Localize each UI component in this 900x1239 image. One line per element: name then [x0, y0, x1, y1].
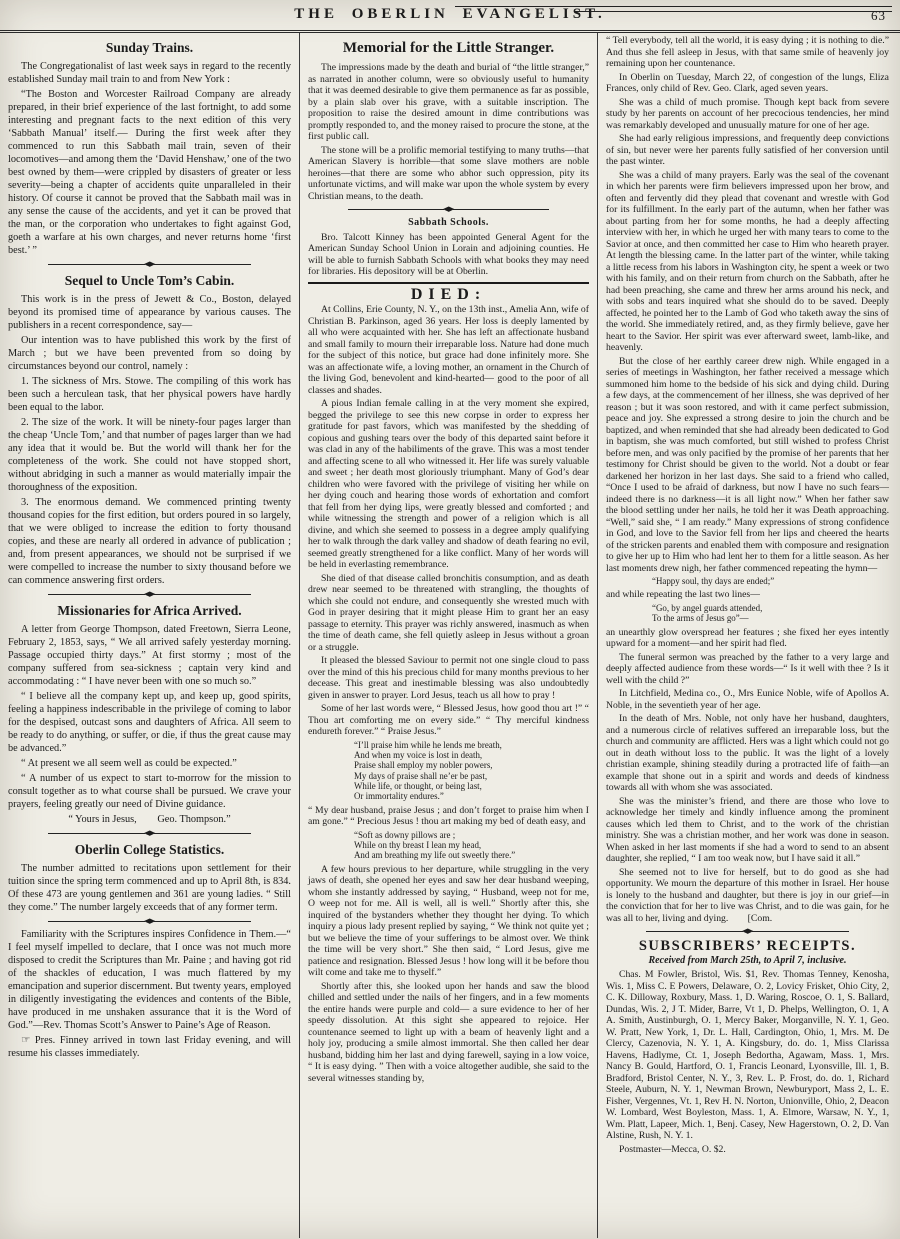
block-para-flush: an unearthly glow overspread her features ; she fixed her eyes intently upward for a moment—and her spirit had fled.	[606, 626, 889, 650]
block-para: In the death of Mrs. Noble, not only have her husband, daughters, and a numerous circle of relatives suffered an irreparable loss, but the church and community are afflicted. Hers was a light which could not go out in death without loss to the public. It was the light of a lovely christian example, shining steadily during a protracted life of faith—an example that shone out in a spirit and words and deeds of kindness towards all with whom she was associated.	[606, 713, 889, 794]
article-title-oberlin-college-statistics: Oberlin College Statistics.	[74, 842, 225, 857]
block-verse	[354, 740, 589, 802]
block-para: The number admitted to recitations upon settlement for their tuition since the spring term commenced and up to April 8th, is 834. Of these 473 are young gentlemen and 361 are young ladies. “ Still they come.” The number largely exceeds that of any former term.	[8, 863, 291, 913]
block-para: The funeral sermon was preached by the father to a very large and deeply affected audience from these words—“ Is it well with thee ? Is it well with the child ?”	[606, 651, 889, 686]
block-para: In Litchfield, Medina co., O., Mrs Eunice Noble, wife of Apollos A. Noble, in the seventieth year of her age.	[606, 688, 889, 711]
block-divider	[646, 928, 849, 935]
block-para-flush: and while repeating the last two lines—	[606, 589, 760, 601]
block-para: Some of her last words were, “ Blessed Jesus, how good thou art !” “ Thou art comforting me on every side.” “ Thy merciful kindness endureth forever.” “ Praise Jesus.”	[308, 703, 589, 737]
block-para: 3. The enormous demand. We commenced printing twenty thousand copies for the first edition, but orders poured in so largely, that we were obliged to increase the edition to forty thousand copies, and these are nearly all ordered in advance of publication ; and, from present appearances, we should not be surprised if we were compelled to increase the number to sixty thousand before we can commence answering first orders.	[8, 497, 291, 586]
divider-ornament-icon: ◆	[442, 205, 455, 213]
page-number: 63	[871, 8, 886, 23]
block-para: Familiarity with the Scriptures inspires Confidence in Them.—“ I feel myself impelled to declare, that I once was not much more disposed to credit the Scriptures than Mr. Paine ; and having got rid of the shackles of education, I was much flattered by my emancipation and superior discernment. But twenty years, employed in diligently investigating the evidences and contents of the Bible, have produced in me unshaken assurance that it is the Word of God.”—Rev. Thomas Scott’s Answer to Paine’s Age of Reason.	[8, 929, 291, 1031]
divider-ornament-icon: ◆	[143, 260, 156, 268]
block-para: Postmaster—Mecca, O. $2.	[619, 1143, 726, 1155]
block-verse	[354, 830, 589, 861]
block-signature: “ Yours in Jesus, Geo. Thompson.”	[68, 814, 231, 825]
block-para: A pious Indian female calling in at the very moment she expired, begged the privilege to see this new corpse in order to express her gratitude for past favors, which was manifested by the shedding of copious and gushing tears over the body of this departed saint before it was clad in any of the habiliments of the grave. This was a most tender and affecting scene to all who witnessed it. Her life was surely valuable and sweet ; her death most gloriously triumphant. Many of God’s dear children who were favored with the privilege of visiting her while on her dying couch and hearing those words of exhortation and comfort that fell from her dying lips, were greatly blessed and comforted ; and while witnessing the strength and power of a religion which is all divine, and which she seemed to possess in a degree amply qualifying her to walk through the dark valley and shadow of death fearing no evil, seemed greatly strengthened for a like conflict. Many of her words will be held in everlasting remembrance.	[308, 398, 589, 570]
block-para: She died of that disease called bronchitis consumption, and as death drew near seemed to be threatened with strangling, the thoughts of which she could not endure, and consequently she wrested much with God in prayer desiring that it might please Him to grant her an easy passage to eternity. This prayer was richly answered, inasmuch as when the time of death came, she fell quietly asleep in Jesus without a groan or a struggle.	[308, 572, 589, 653]
block-para: A letter from George Thompson, dated Freetown, Sierra Leone, February 2, 1853, says, “ We all arrived safely yesterday morning. Passage occupied thirty days.” At first stormy ; most of the company suffered from sea-sickness ; captain very kind and accommodating : “ I have never been with one so much so.”	[8, 624, 291, 687]
article-title-missionaries-africa: Missionaries for Africa Arrived.	[57, 603, 242, 618]
section-title-died: DIED:	[410, 285, 487, 303]
block-para: Chas. M Fowler, Bristol, Wis. $1, Rev. Thomas Tenney, Kenosha, Wis. 1, Miss C. E Powers, Delaware, O. 2, Lovicy Frisket, Ohio City, 2, C. K. Dilloway, Roxbury, Mass. 1, D. Waring, Roscoe, O. 1, S. Ballard, Dundas, Wis. 2, J T. Mider, Barre, Vt 1, D. Phelps, Wellington, O. 1, A A. Smith, Austinburgh, O. 1, Mercy Baker, Morganville, N. Y. 1, Geo. W. Pratt, New York, 1, Dr. L. Hall, Cardington, Ohio, 1, Mrs. M. De Clercy, Cazenovia, N. Y. 1, A. Kingsbury, do. do. 1, Miss Clarissa Havens, Hadlyme, Ct. 1, Joseph Bedortha, Agawam, Mass. 1, Mrs. Nancy B. Gould, Hartford, O. 1, Francis Leonard, Lyonsville, Ill. 1, B. Bradford, Bristol Center, N. Y., 3, Rev. L. P. Frost, do. do. 1, Richard Steele, Auburn, N. Y. 1, Newman Brown, Newburyport, Mass 2, L. E. Fisher, Vergennes, Vt. 1, Rev H. N. Norton, Unionville, Ohio, 2, Deacon W. Lombard, West Boyleston, Mass. 1, A. Elmore, Warsaw, N. Y., 1, Wm. Platt, Lapeer, Mich. 1, Benj. Casey, New Hagerstown, O. 2, D. Van Alstine, Rush, N. Y. 1.	[606, 969, 889, 1142]
verse-line: And when my voice is lost in death,	[354, 749, 483, 760]
verse-line: “I’ll praise him while he lends me breath,	[354, 739, 502, 750]
block-para: She had early religious impressions, and frequently deep convictions of sin, but never were her parents fully satisfied of her conversion until the past winter.	[606, 133, 889, 167]
page-header	[0, 0, 900, 30]
divider-ornament-icon: ◆	[143, 917, 156, 925]
columns-container	[0, 30, 900, 1238]
block-para: Shortly after this, she looked upon her hands and saw the blood chilled and settled under the nails of her fingers, and in a few moments the entire hands were purple and cold— a sure evidence to her of her speedy dissolution. At this sight she appeared to rejoice. Her countenance seemed to light up with a beam of heavenly light and a holy joy, producing a smile almost immortal. She then called her dear husband, bidding him her last and dying farewell, saying in a low voice, “ It is easy dying. ” Then with a voice altogether audible, she said to the several witnesses standing by,	[308, 980, 589, 1084]
block-para: Our intention was to have published this work by the first of March ; but we have been prevented from so doing by circumstances beyond our control, namely :	[8, 335, 291, 372]
divider-ornament-icon: ◆	[143, 590, 156, 598]
block-para: This work is in the press of Jewett & Co., Boston, delayed beyond its promised time of appearance by various causes. The publishers in a recent correspondence, say—	[8, 294, 291, 331]
block-para: A few hours previous to her departure, while struggling in the very jaws of death, she opened her eyes and saw her dear husband weeping, whom she instantly addressed by saying, “ Husband, weep not for me, O weep not for me. All is well, all is well.” Shortly after this, she inquired of the bystanders whether they thought her dying. To which inquiry a pious lady present replied by saying, “ We think not quite yet ; but we believe the time of your sufferings to be almost over. We think the time will be very short.” She then said, “ Lord Jesus, give me patience and resignation. Blessed Jesus ! how long will it be before thou wilt come and take me to thyself.”	[308, 863, 589, 979]
article-title-sunday-trains: Sunday Trains.	[105, 40, 194, 55]
article-title-sabbath-schools: Sabbath Schools.	[408, 217, 489, 228]
verse-line: While life, or thought, or being last,	[354, 780, 482, 791]
verse-line: And am breathing my life out sweetly there.”	[354, 850, 516, 861]
block-divider	[48, 591, 251, 598]
verse-line: My days of praise shall ne’er be past,	[354, 770, 488, 781]
block-para: The impressions made by the death and burial of “the little stranger,” as narrated in another column, were so obviously useful to humanity that it was deemed desirable to give them permanence as far as possible, by a plain slab over his grave, with a suitable inscription. The proposition to raise the desired amount in dime contributions was promptly responded to, and the money raised to procure the stone, at the first public call.	[308, 62, 589, 142]
column-middle	[299, 33, 597, 1238]
block-verse	[652, 603, 889, 624]
block-para: She was the minister’s friend, and there are those who love to acknowledge her timely and kindly influence among the prominent causes which led them to Christ, and to the work of the christian ministry. She was a christian mother, and her work was done in season. When asked in her last moments if she had a word to send to an absent daughter, she replied, “ I am too weak now, but I have said it all.”	[606, 795, 889, 865]
section-title-subscribers-receipts: SUBSCRIBERS’ RECEIPTS.	[638, 938, 857, 955]
block-receipts-sub: Received from March 25th, to April 7, inclusive.	[648, 954, 847, 966]
block-divider	[48, 918, 251, 925]
verse-line: Or immortality endures.”	[354, 791, 444, 802]
masthead-title: THE OBERLIN EVANGELIST.	[294, 6, 606, 22]
block-para: The Congregationalist of last week says in regard to the recently established Sunday mail train to and from New York :	[8, 61, 291, 85]
block-para-flush: “ Tell everybody, tell all the world, it is easy dying ; it is nothing to die.” And thus she fell asleep in Jesus, with that same smile of heavenly joy remaining upon her countenance.	[606, 35, 889, 69]
block-para: 2. The size of the work. It will be ninety-four pages larger than the cheap ‘Uncle Tom,’ and that number of pages larger than we had any idea that it would be. But the world will thank her for the completeness of the work. She could not have stopped short, without abridging in such a manner as would materially impair the thoroughness of the exposition.	[8, 417, 291, 493]
verse-line: “Soft as downy pillows are ;	[354, 829, 456, 840]
block-para: “The Boston and Worcester Railroad Company are already prepared, in their brief experience of the last fortnight, to add some interesting and pregnant facts to the next edition of this very ‘Sabbath Manual’ itself.— During the first week after they commenced to run this Sabbath mail train, seven of their locomotives—and among them the ‘David Henshaw,’ one of the two best owned by them—were crippled by disasters of greater or less severity—being a chapter of accidents quite unparalleled in their history. Of course it cannot be proved that the Sabbath mail was in any sense the cause of the accidents, and yet it can be proved that the man, or the corporation who undertakes to fight against God, goeth a warfare at his own charges, and never returns home ‘first best.’ ”	[8, 89, 291, 256]
block-para: She seemed not to live for herself, but to do good as she had opportunity. We mourn the departure of this mother in Israel. Her house is lonely to the husband and daughter, but there is joy in our grief—in the conviction that for her to live was Christ, and to die was gain, for he was all to her, living and dying. [Com.	[606, 866, 889, 924]
verse-line: “Happy soul, thy days are ended;”	[652, 576, 775, 586]
verse-line: While on thy breast I lean my head,	[354, 839, 482, 850]
block-para-flush: “ My dear husband, praise Jesus ; and don’t forget to praise him when I am gone.” “ Precious Jesus ! thou art making my bed of death easy, and	[308, 804, 589, 828]
block-verse	[652, 576, 889, 586]
block-rule	[308, 282, 589, 284]
column-left	[0, 33, 299, 1238]
article-title-memorial-little-stranger: Memorial for the Little Stranger.	[342, 40, 555, 56]
divider-ornament-icon: ◆	[741, 927, 754, 936]
block-para: “ I believe all the company kept up, and keep up, good spirits, feeling a happiness indescribable in the privilege of coming to labor for the despised, outcast sons and daughters of Africa. All seem to be ready to do anything, or suffer, or die, if thus the great cause may be advanced.”	[8, 691, 291, 754]
block-para: She was a child of much promise. Though kept back from severe study by her parents on account of her precocious tendencies, her mind was remarkably developed and unusually mature for one of her age.	[606, 96, 889, 131]
block-para: But the close of her earthly career drew nigh. While engaged in a series of meetings in Washington, her father received a message which summoned him home to the bedside of his sick and dying child. During a few days, at the commencement of her illness, she was deprived of her reason ; but it was soon restored, and with it came perfect submission, peace and joy. She expressed a strong desire to join the church and be baptized, and when reminded that she had already been dedicated to God in baptism, she was much comforted, but still wished to profess Christ before men, and was only pacified by the promise of her parents that her testimony for Christ should be given to the world. Not a doubt or fear darkened her horizon in her last days. She said to a friend who called, “Once I used to be afraid of darkness, but now I have no such fears—indeed there is no darkness—it is all light now.” When her father saw the blood settling under her nails, he told her it was Death approaching. “Well,” said she, “ I am ready.” Many expressions of strong confidence in God, and love to the Savior fell from her lips and cheered the hearts of the stricken parents and enabled them with composure and resignation to give her up to Him who had lent her to them for a little season. As her last moments drew nigh, her father commenced repeating the hymn—	[606, 355, 890, 574]
verse-line: Praise shall employ my nobler powers,	[354, 760, 493, 771]
block-para: She was a child of many prayers. Early was the seal of the covenant in which her parents were firm believers impressed upon her brow, and often and fervently did they plead that covenant and wrestle with God for its fulfillment. In the early part of the autumn, when her father was about parting from her for some months, he had a deeply affecting interview with her, in which he urged her with many tears to come to the Savior at once, and then committed her case to Him who heareth prayer. At length the blessing came. In the latter part of the winter, while taking a little recess from his labors in Washington city, he spent a week or two with his family, and on their return from church on the Sabbath, after he had been preaching, she came and threw her arms around his neck, and with sobs and tears inquired what she should do to be saved. Deeply affected, he pointed her to the Lamb of God who taketh away the sins of the world. She immediately retired, and, as they firmly believe, gave her heart to the Savior. Her spirit was ever afterward sweet, lamb-like, and heavenly.	[606, 169, 889, 353]
block-divider	[48, 830, 251, 837]
block-para: At Collins, Erie County, N. Y., on the 13th inst., Amelia Ann, wife of Christian B. Parkinson, aged 36 years. Her loss is deeply lamented by all who were acquainted with her. She has left an affectionate husband and small family to mourn their irreparable loss. Nature had done much for the subject of this notice, but grace had done infinitely more. She was an affectionate wife, a loving mother, an ornament in the Church of the living God, benevolent and kind-hearted— good to the poor of all classes and shades.	[308, 304, 589, 396]
block-divider	[348, 206, 549, 213]
block-para: “ A number of us expect to start to-morrow for the mission to consult together as to what course shall be pursued. We crave your prayers, feeling greatly our need of Divine guidance.	[8, 773, 291, 810]
article-title-sequel-uncle-toms-cabin: Sequel to Uncle Tom’s Cabin.	[64, 273, 235, 288]
block-para: It pleased the blessed Saviour to permit not one single cloud to pass over the mind of this his precious child for many months previous to her decease. This great and inestimable blessing was also undoubtedly given in answer to prayer. Lord Jesus, teach us all how to pray !	[308, 655, 589, 701]
block-para: “ At present we all seem well as could be expected.”	[21, 758, 237, 769]
verse-line: “Go, by angel guards attended,	[652, 602, 763, 613]
column-right	[597, 33, 897, 1238]
divider-ornament-icon: ◆	[143, 829, 156, 837]
block-para: Bro. Talcott Kinney has been appointed General Agent for the American Sunday School Union in Lorain and adjoining counties. He will be able to furnish Sabbath Schools with what books they may need for libraries. His depository will be at Oberlin.	[308, 231, 589, 277]
block-para: 1. The sickness of Mrs. Stowe. The compiling of this work has been such a herculean task, that her physical powers have hardly been equal to the labor.	[8, 376, 291, 413]
block-para: The stone will be a prolific memorial testifying to many truths—that American Slavery is horrible—that some slave mothers are noble heroines—that there are some who abhor such oppression, pity its unfortunate victims, and will make war upon the whole system by every Christian means, to the death.	[308, 144, 589, 202]
block-para: ☞ Pres. Finney arrived in town last Friday evening, and will resume his classes immediately.	[8, 1035, 291, 1059]
block-divider	[48, 261, 251, 268]
block-para: In Oberlin on Tuesday, March 22, of congestion of the lungs, Eliza Frances, only child of Rev. Geo. Clark, aged seven years.	[606, 71, 889, 94]
verse-line: To the arms of Jesus go”—	[652, 613, 749, 624]
